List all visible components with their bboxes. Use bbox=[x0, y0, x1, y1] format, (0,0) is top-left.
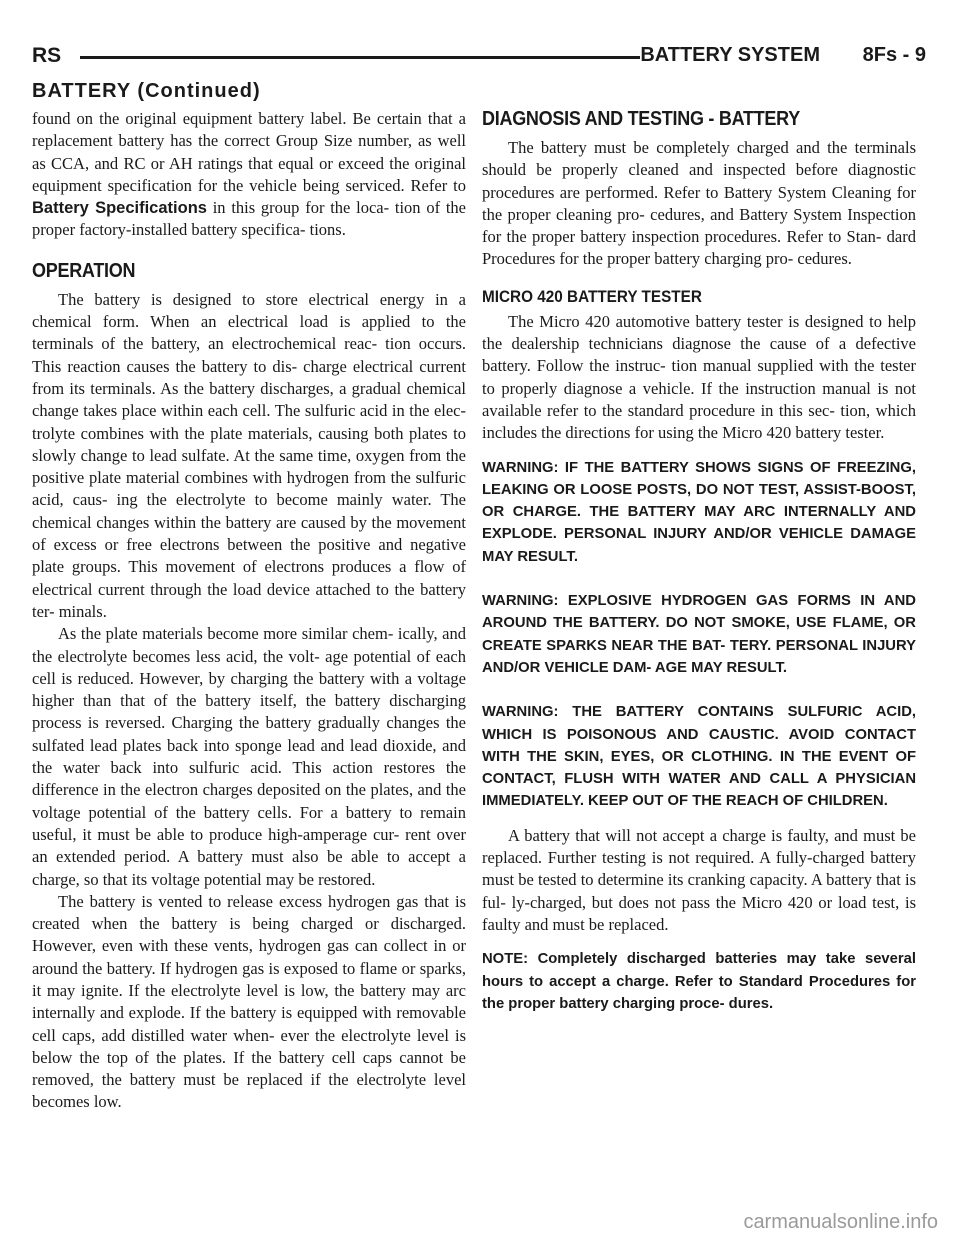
header-rule bbox=[80, 56, 640, 59]
watermark: carmanualsonline.info bbox=[743, 1211, 938, 1233]
intro-text-before: found on the original equipment battery label. Be certain that a replacement battery has the correct Group Size number, as well as CCA, and RC or AH ratings that equal or exceed the original equipment specification for the vehicle being serviced. Refer to bbox=[32, 109, 466, 195]
micro-420-paragraph: The Micro 420 automotive battery tester is designed to help the dealership technicians diagnose the cause of a defective battery. Follow the instruc- tion manual supplied with the tester to properly diagnose a vehicle. If the instruction manual is not available refer to the standard procedure in this sec- tion, which includes the directions for using the Micro 420 battery tester. bbox=[482, 311, 916, 443]
header-page-number: 8Fs - 9 bbox=[862, 44, 926, 66]
spacer bbox=[482, 568, 916, 590]
intro-text-after: in this group for the loca- tion of the proper factory-installed battery specifica- tions. bbox=[32, 198, 466, 240]
diagnosis-testing-heading: DIAGNOSIS AND TESTING - BATTERY bbox=[482, 108, 800, 130]
spacer bbox=[482, 813, 916, 825]
operation-paragraph-2: As the plate materials become more similar chem- ically, and the electrolyte becomes less acid, the volt- age potential of each cell is reduced. However, by charging the battery with a voltage higher than that of the battery itself, the battery discharging process is reversed. Charging the battery gradually changes the sulfated lead plates back into sponge lead and lead dioxide, and the water back into sulfuric acid. This action restores the difference in the electron charges deposited on the plates, and the voltage potential of the battery cells. For a battery to remain useful, it must be able to produce high-amperage cur- rent over an extended period. A battery must also be able to accept a charge, so that its voltage potential may be restored. bbox=[32, 624, 466, 889]
micro-420-heading: MICRO 420 BATTERY TESTER bbox=[482, 286, 702, 306]
header-chapter-title: BATTERY SYSTEM bbox=[640, 44, 820, 66]
spacer bbox=[482, 936, 916, 948]
spacer bbox=[482, 445, 916, 457]
page-header bbox=[32, 44, 928, 74]
right-column bbox=[482, 108, 916, 1015]
warning-sulfuric-acid: WARNING: THE BATTERY CONTAINS SULFURIC ACID, WHICH IS POISONOUS AND CAUSTIC. AVOID CONTACT WITH THE SKIN, EYES, OR CLOTHING. IN THE EVENT OF CONTACT, FLUSH WITH WATER AND CALL A PHYSICIAN IMMEDIATELY. KEEP OUT OF THE REACH OF CHILDREN. bbox=[482, 704, 916, 810]
left-column bbox=[32, 108, 466, 1114]
diagnosis-paragraph: The battery must be completely charged and the terminals should be properly cleaned and inspected before diagnostic procedures are performed. Refer to Battery System Cleaning for the proper cleaning pro- cedures, and Battery System Inspection for the proper battery inspection procedures. Refer to Stan- dard Procedures for the proper battery charging pro- cedures. bbox=[482, 138, 916, 269]
header-section-code: RS bbox=[32, 44, 62, 67]
continued-heading: BATTERY (Continued) bbox=[32, 80, 261, 102]
operation-paragraph-3: The battery is vented to release excess hydrogen gas that is created when the battery is being charged or discharged. However, even with these vents, hydrogen gas can collect in or around the battery. If hydrogen gas is exposed to flame or sparks, it may ignite. If the electrolyte level is low, the battery may arc internally and explode. If the battery is equipped with removable cell caps, add distilled water when- ever the electrolyte level is below the top of the plates. If the battery cell caps cannot be removed, the battery must be replaced if the electrolyte level becomes low. bbox=[32, 891, 466, 1112]
faulty-battery-paragraph: A battery that will not accept a charge is faulty, and must be replaced. Further testing is not required. A fully-charged battery must be tested to determine its cranking capacity. A battery that is ful- ly-charged, but does not pass the Micro 420 or load test, is faulty and must be replaced. bbox=[482, 825, 916, 934]
operation-paragraph-1: The battery is designed to store electrical energy in a chemical form. When an electrical load is applied to the terminals of the battery, an electrochemical reac- tion occurs. This reaction causes the battery to dis- charge electrical current from its terminals. As the battery discharges, a gradual chemical change takes place within each cell. The sulfuric acid in the elec- trolyte combines with the plate materials, causing both plates to slowly change to lead sulfate. At the same time, oxygen from the positive plate material combines with hydrogen from the sulfuric acid, caus- ing the electrolyte to become mainly water. The chemical changes within the battery are caused by the movement of excess or free electrons between the positive and negative plate groups. This movement of electrons produces a flow of electrical current through the load device attached to the battery ter- minals. bbox=[32, 289, 466, 621]
note-discharged-batteries: NOTE: Completely discharged batteries may take several hours to accept a charge. Refer to Standard Procedures for the proper battery charging proce- dures. bbox=[482, 951, 916, 1012]
operation-heading: OPERATION bbox=[32, 259, 136, 282]
intro-paragraph bbox=[32, 108, 466, 242]
warning-freezing: WARNING: IF THE BATTERY SHOWS SIGNS OF FREEZING, LEAKING OR LOOSE POSTS, DO NOT TEST, ASSIST-BOOST, OR CHARGE. THE BATTERY MAY ARC INTERNALLY AND EXPLODE. PERSONAL INJURY AND/OR VEHICLE DAMAGE MAY RESULT. bbox=[482, 459, 916, 565]
warning-hydrogen-gas: WARNING: EXPLOSIVE HYDROGEN GAS FORMS IN AND AROUND THE BATTERY. DO NOT SMOKE, USE FLAME, OR CREATE SPARKS NEAR THE BAT- TERY. PERSONAL INJURY AND/OR VEHICLE DAM- AGE MAY RESULT. bbox=[482, 593, 916, 676]
spacer bbox=[482, 679, 916, 701]
battery-specifications-reference: Battery Specifications bbox=[32, 199, 207, 218]
